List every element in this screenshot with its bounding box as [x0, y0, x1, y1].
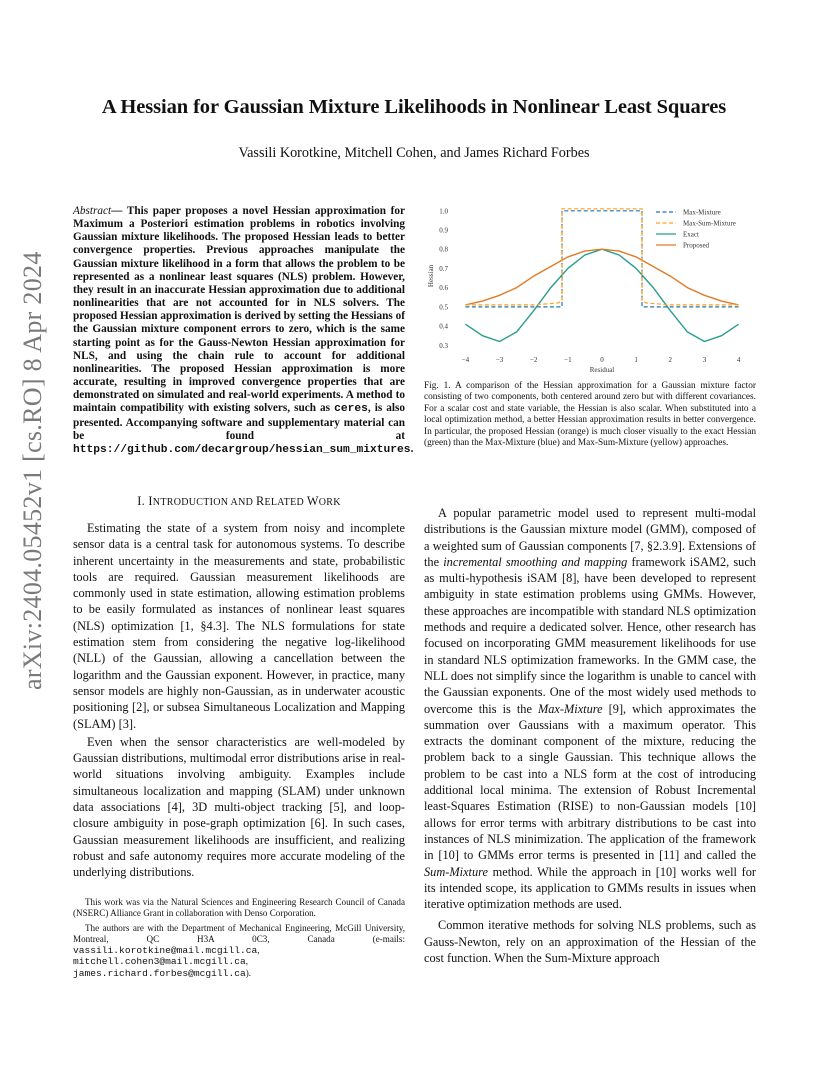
- legend-label: Exact: [683, 230, 699, 239]
- section-title: INTRODUCTION AND RELATED WORK: [148, 494, 341, 508]
- paper-authors: Vassili Korotkine, Mitchell Cohen, and James Richard Forbes: [238, 145, 590, 161]
- section-heading: [73, 494, 405, 509]
- paragraph: Common iterative methods for solving NLS problems, such as Gauss-Newton, rely on an approximation of the Hessian of the cost function. When the Sum-Mixture approach: [424, 918, 756, 966]
- legend-label: Proposed: [683, 241, 710, 250]
- paragraph: Estimating the state of a system from noisy and incomplete sensor data is a central task for autonomous systems. To describe inherent uncertainty in the measurements and state, probabilistic tools are required. Gaussian measurement likelihoods are commonly used in state estimation, allowing estimation problems to be easily formulated as instances of nonlinear least squares (NLS) optimization [1, §4.3]. The NLS formulations for state estimation stem from considering the negative log-likelihood (NLL) of the Gaussian, allowing a cancellation between the logarithm and the Gaussian exponent. However, in practice, many sensor models are highly non-Gaussian, as in underwater acoustic positioning [2], or subsea Simultaneous Localization and Mapping (SLAM) [3].: [73, 521, 405, 731]
- email-link[interactable]: vassili.korotkine@mail.mcgill.ca: [73, 945, 258, 957]
- y-tick-label: 0.3: [439, 341, 448, 350]
- section-number: I.: [137, 494, 146, 508]
- paragraph: A popular parametric model used to represent multi-modal distributions is the Gaussian mixture model (GMM), composed of a weighted sum of Gaussian components [7, §2.3.9]. Extensions of the incremental smoothing and mapping framework iSAM2, such as multi-hypothesis iSAM [8], have been developed to represent ambiguity in state estimation problems using GMMs. However, these approaches are incompatible with standard NLS optimization methods and require a dedicated solver. Hence, other research has focused on incorporating GMM measurement likelihoods for use in standard NLS optimization frameworks. In the GMM case, the NLL does not simplify since the logarithm is unable to cancel with the Gaussian exponents. One of the most widely used methods to overcome this is the Max-Mixture [9], which approximates the summation over Gaussians with a maximum operator. This extracts the dominant component of the mixture, reducing the problem back to a single Gaussian. This technique allows the problem to be cast into a NLS form at the cost of introducing additional local minima. The extension of Robust Incremental least-Squares Estimation (RISE) to non-Gaussian models [10] allows for error terms with arbitrary distributions to be cast into instances of NLS minimization. The application of the framework in [10] to GMMs error terms is presented in [11] and called the Sum-Mixture method. While the approach in [10] works well for its intended scope, its application to GMMs results in issues when iterative optimization methods are used.: [424, 506, 756, 912]
- right-column-body: [424, 505, 756, 966]
- x-tick-label: −1: [564, 356, 572, 364]
- y-tick-label: 1.0: [439, 207, 448, 216]
- y-tick-label: 0.4: [439, 322, 448, 331]
- x-tick-label: 1: [634, 356, 638, 364]
- x-tick-label: −4: [461, 356, 470, 364]
- legend-label: Max-Mixture: [683, 208, 721, 217]
- y-tick-label: 0.8: [439, 245, 448, 254]
- paragraph: Even when the sensor characteristics are well-modeled by Gaussian distributions, multimodal error distributions arise in real-world situations involving ambiguity. Examples include simultaneous localization and mapping (SLAM) under unknown data associations [4], 3D multi-object tracking [5], and loop-closure ambiguity in pose-graph optimization [6]. In such cases, Gaussian measurement likelihoods are insufficient, and realizing robust and safe autonomy requires more accurate modeling of the underlying distributions.: [73, 734, 405, 880]
- x-axis-label: Residual: [589, 366, 615, 374]
- x-tick-label: −3: [495, 356, 504, 364]
- footnotes: [73, 897, 405, 979]
- x-tick-label: 0: [600, 356, 604, 364]
- legend-label: Max-Sum-Mixture: [683, 219, 736, 228]
- figure-caption: Fig. 1. A comparison of the Hessian approximation for a Gaussian mixture factor consisting of two components, both centered around zero but with different covariances. For a scalar cost and state variable, the Hessian is also scalar. When substituted into a local optimization method, a better Hessian approximation results in better convergence. In particular, the proposed Hessian (orange) is much closer visually to the exact Hessian (green) than the Max-Mixture (blue) and Max-Sum-Mixture (yellow) approaches.: [424, 381, 756, 449]
- x-tick-label: 2: [668, 356, 673, 364]
- abstract: [73, 205, 414, 457]
- paper-title: A Hessian for Gaussian Mixture Likelihoods in Nonlinear Least Squares: [101, 96, 727, 118]
- footnote-funding: This work was via the Natural Sciences and Engineering Research Council of Canada (NSERC) Alliance Grant in collaboration with Denso Corporation.: [73, 897, 405, 919]
- x-tick-label: 3: [702, 356, 707, 364]
- abstract-code-ceres: ceres: [334, 403, 368, 416]
- y-axis-label: Hessian: [427, 264, 435, 288]
- abstract-text-3: .: [410, 442, 414, 455]
- series-line-exact: [465, 249, 738, 341]
- series-line-proposed: [465, 249, 738, 305]
- x-tick-label: −2: [529, 356, 538, 364]
- abstract-url-link[interactable]: https://github.com/decargroup/hessian_sum_mixtures: [73, 443, 411, 456]
- left-column-body: [73, 520, 405, 881]
- email-link[interactable]: james.richard.forbes@mcgill.ca: [73, 967, 246, 979]
- footnote-affiliation: The authors are with the Department of Mechanical Engineering, McGill University, Montreal, QC H3A 0C3, Canada (e-mails: vassili.korotkine@mail.mcgill.ca, mitchell.cohen3@mail.mcgill.ca, james.richard.forbes@mcgill.ca).: [73, 922, 405, 979]
- abstract-text-1: — This paper proposes a novel Hessian approximation for Maximum a Posteriori estimation problems in robotics involving Gaussian mixture likelihoods. The proposed Hessian leads to better convergence properties. Previous approaches manipulate the Gaussian mixture likelihood in a form that allows the problem to be represented as a nonlinear least squares (NLS) problem. However, they result in an inaccurate Hessian approximation due to additional nonlinearities that are not accounted for in NLS solvers. The proposed Hessian approximation is derived by setting the Hessians of the Gaussian mixture component errors to zero, which is the same starting point as for the Gauss-Newton Hessian approximation for NLS, and using the chain rule to account for additional nonlinearities. The proposed Hessian approximation is more accurate, resulting in improved convergence properties that are demonstrated on simulated and real-world experiments. A method to maintain compatibility with existing solvers, such as: [73, 205, 405, 415]
- x-tick-label: 4: [736, 356, 741, 364]
- abstract-label: Abstract: [73, 205, 112, 217]
- email-link[interactable]: mitchell.cohen3@mail.mcgill.ca: [73, 956, 246, 968]
- hessian-comparison-chart: [424, 200, 756, 376]
- y-tick-label: 0.5: [439, 303, 448, 312]
- abstract-text-2: , is also presented. Accompanying software and supplementary material can be found at: [73, 402, 406, 442]
- y-tick-label: 0.9: [439, 226, 448, 235]
- y-tick-label: 0.7: [439, 264, 448, 273]
- y-tick-label: 0.6: [439, 284, 448, 293]
- arxiv-identifier: arXiv:2404.05452v1 [cs.RO] 8 Apr 2024: [18, 251, 47, 690]
